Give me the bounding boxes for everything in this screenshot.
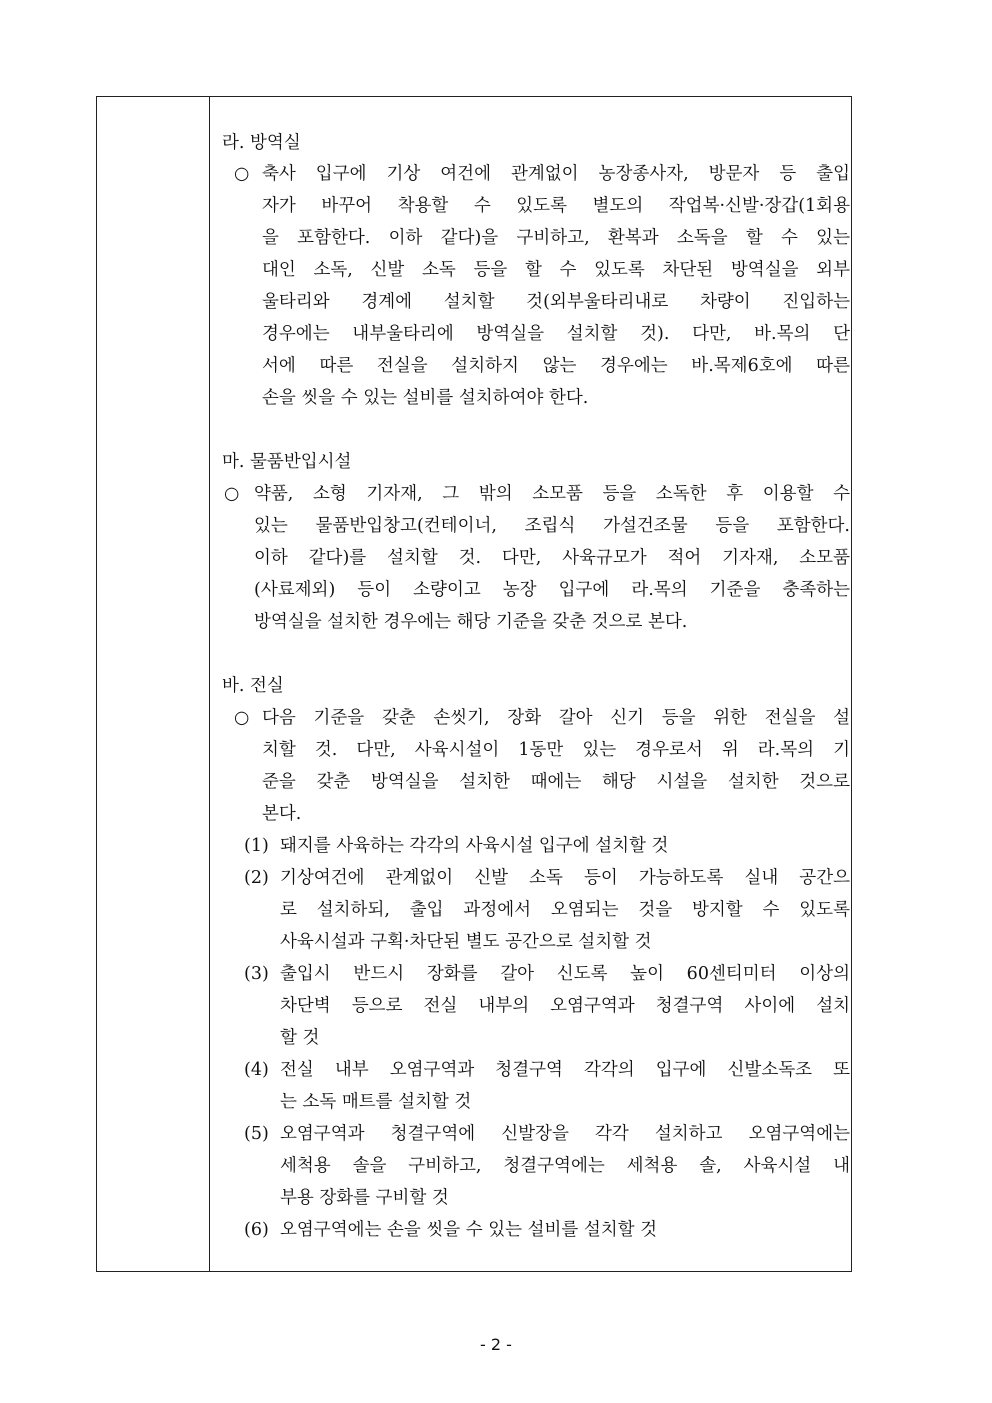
body-line: 준을 갖춘 방역실을 설치한 때에는 해당 시설을 설치한 것으로: [262, 772, 850, 792]
item-line: 출입시 반드시 장화를 갈아 신도록 높이 60센티미터 이상의: [280, 964, 850, 984]
body-line: 자가 바꾸어 착용할 수 있도록 별도의 작업복·신발·장갑(1회용: [262, 196, 850, 216]
item-line: 돼지를 사육하는 각각의 사육시설 입구에 설치할 것: [280, 836, 669, 856]
item-line: 할 것: [280, 1028, 320, 1048]
item-number: (5): [244, 1124, 269, 1144]
item-number: (4): [244, 1060, 269, 1080]
bullet-icon: ○: [224, 484, 240, 504]
body-line: 축사 입구에 기상 여건에 관계없이 농장종사자, 방문자 등 출입: [262, 164, 850, 184]
item-number: (3): [244, 964, 269, 984]
item-number: (1): [244, 836, 269, 856]
item-line: 전실 내부 오염구역과 청결구역 각각의 입구에 신발소독조 또: [280, 1060, 850, 1080]
section-heading: 라. 방역실: [222, 133, 301, 153]
item-line: 기상여건에 관계없이 신발 소독 등이 가능하도록 실내 공간으: [280, 868, 850, 888]
body-line: 약품, 소형 기자재, 그 밖의 소모품 등을 소독한 후 이용할 수: [254, 484, 850, 504]
body-line: 방역실을 설치한 경우에는 해당 기준을 갖춘 것으로 본다.: [254, 612, 688, 632]
item-number: (6): [244, 1220, 269, 1240]
left-column: [97, 97, 210, 1271]
body-line: 본다.: [262, 804, 302, 824]
body-line: 다음 기준을 갖춘 손씻기, 장화 갈아 신기 등을 위한 전실을 설: [262, 708, 850, 728]
item-number: (2): [244, 868, 269, 888]
bullet-icon: ○: [234, 708, 250, 728]
section-heading: 바. 전실: [222, 676, 284, 696]
bullet-icon: ○: [234, 164, 250, 184]
body-line: 있는 물품반입창고(컨테이너, 조립식 가설건조물 등을 포함한다.: [254, 516, 850, 536]
page-number: - 2 -: [480, 1335, 512, 1354]
body-line: 대인 소독, 신발 소독 등을 할 수 있도록 차단된 방역실을 외부: [262, 260, 850, 280]
body-line: 손을 씻을 수 있는 설비를 설치하여야 한다.: [262, 388, 589, 408]
item-line: 세척용 솔을 구비하고, 청결구역에는 세척용 솔, 사육시설 내: [280, 1156, 850, 1176]
item-line: 는 소독 매트를 설치할 것: [280, 1092, 472, 1112]
body-line: 경우에는 내부울타리에 방역실을 설치할 것). 다만, 바.목의 단: [262, 324, 850, 344]
item-line: 오염구역과 청결구역에 신발장을 각각 설치하고 오염구역에는: [280, 1124, 850, 1144]
body-line: (사료제외) 등이 소량이고 농장 입구에 라.목의 기준을 충족하는: [254, 580, 850, 600]
item-line: 차단벽 등으로 전실 내부의 오염구역과 청결구역 사이에 설치: [280, 996, 850, 1016]
body-line: 치할 것. 다만, 사육시설이 1동만 있는 경우로서 위 라.목의 기: [262, 740, 850, 760]
body-line: 이하 같다)를 설치할 것. 다만, 사육규모가 적어 기자재, 소모품: [254, 548, 850, 568]
item-line: 오염구역에는 손을 씻을 수 있는 설비를 설치할 것: [280, 1220, 658, 1240]
body-line: 을 포함한다. 이하 같다)을 구비하고, 환복과 소독을 할 수 있는: [262, 228, 850, 248]
section-heading: 마. 물품반입시설: [222, 452, 352, 472]
body-line: 울타리와 경계에 설치할 것(외부울타리내로 차량이 진입하는: [262, 292, 850, 312]
item-line: 로 설치하되, 출입 과정에서 오염되는 것을 방지할 수 있도록: [280, 900, 850, 920]
body-line: 서에 따른 전실을 설치하지 않는 경우에는 바.목제6호에 따른: [262, 356, 850, 376]
item-line: 사육시설과 구획·차단된 별도 공간으로 설치할 것: [280, 932, 652, 952]
item-line: 부용 장화를 구비할 것: [280, 1188, 449, 1208]
